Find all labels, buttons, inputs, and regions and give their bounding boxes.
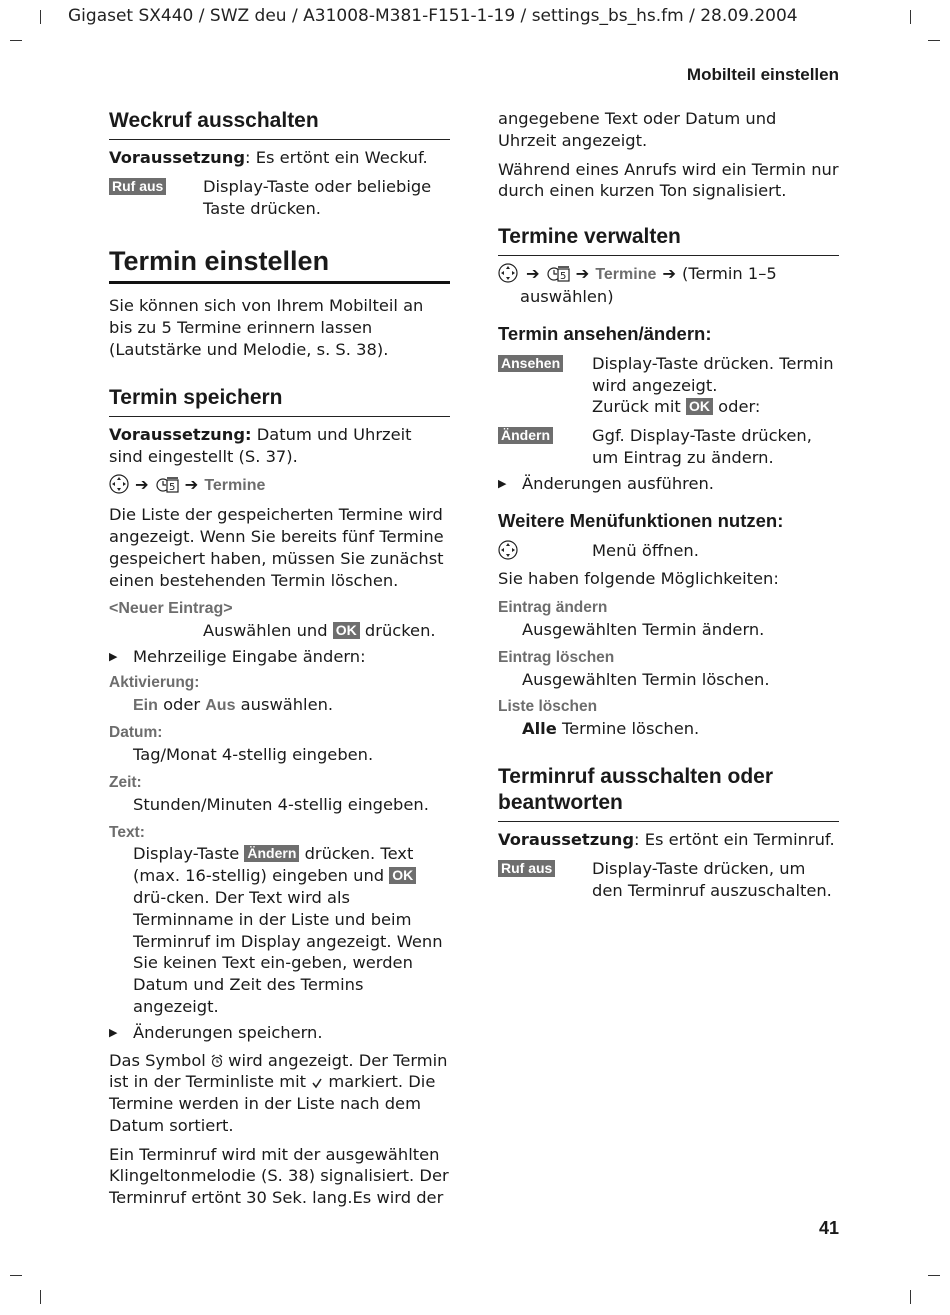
crop-mark xyxy=(40,10,41,24)
bullet-triangle-icon: ▶ xyxy=(109,649,118,663)
aendern-key: Ändern xyxy=(498,427,553,444)
datum-label: Datum: xyxy=(109,724,163,742)
aktivierung-desc xyxy=(109,694,450,717)
condition-label: Voraussetzung: xyxy=(109,424,252,444)
bullet-edit xyxy=(109,646,450,668)
terminruf-text: Ein Terminruf wird mit der ausgewählten Klingeltonmelodie (S. 38) signalisiert. Der Terminruf ertönt 30 Sek. lang.Es wird der xyxy=(109,1144,449,1208)
ansehen-description: Display-Taste drücken. Termin wird angezeigt. xyxy=(592,353,834,395)
path-post: (Termin 1–5 auswählen) xyxy=(520,264,777,306)
zurueck-text xyxy=(592,396,839,418)
bullet-triangle-icon: ▶ xyxy=(109,1025,118,1039)
option-desc-text: Termine löschen. xyxy=(556,719,700,739)
bullet-ausfuehren xyxy=(498,473,839,495)
text-desc xyxy=(109,843,450,1017)
ruf-aus-description: Display-Taste oder beliebige Taste drücken. xyxy=(203,176,432,218)
aendern-key-row xyxy=(498,425,839,469)
symbol-post: markiert. Die Termine werden in der Liste nach dem Datum sortiert. xyxy=(109,1072,436,1135)
speichern-condition xyxy=(109,424,450,468)
menu-item-termine: Termine xyxy=(595,266,657,284)
datum-desc: Tag/Monat 4-stellig eingeben. xyxy=(133,745,374,765)
option-ein: Ein xyxy=(133,696,158,714)
bullet-save xyxy=(109,1022,450,1044)
zeit-desc: Stunden/Minuten 4-stellig eingeben. xyxy=(133,794,429,814)
option-bold: Alle xyxy=(522,719,557,739)
ok-key: OK xyxy=(686,398,713,415)
navigation-key-icon xyxy=(498,540,518,560)
subsection-title-weitere: Weitere Menüfunktionen nutzen: xyxy=(498,509,784,531)
crop-mark xyxy=(10,40,22,41)
zurueck-pre: Zurück mit xyxy=(592,397,686,417)
page-number: 41 xyxy=(818,1218,839,1238)
arrow-icon: ➔ xyxy=(184,475,199,495)
aktivierung-label: Aktivierung: xyxy=(109,673,200,691)
symbol-text xyxy=(109,1050,450,1137)
subsection-title-ansehen: Termin ansehen/ändern: xyxy=(498,322,712,344)
menu-open-row xyxy=(498,540,839,562)
zeit-label: Zeit: xyxy=(109,773,142,791)
crop-mark xyxy=(910,10,911,24)
ruf-aus-key: Ruf aus xyxy=(498,860,555,877)
alarm-clock-icon xyxy=(211,1054,223,1068)
svg-text:5: 5 xyxy=(168,482,176,494)
section-title-terminruf: Terminruf ausschalten oder beantworten xyxy=(498,764,839,822)
left-column xyxy=(109,108,450,1209)
menu-path xyxy=(109,474,450,497)
crop-mark xyxy=(928,40,940,41)
condition-text: : Es ertönt ein Terminruf. xyxy=(634,829,835,849)
neuer-eintrag-desc xyxy=(109,620,450,642)
weckruf-key-row xyxy=(109,176,450,220)
ok-key: OK xyxy=(389,867,416,884)
arrow-icon: ➔ xyxy=(662,264,677,284)
terminruf-condition xyxy=(498,829,839,851)
neuer-post: drücken. xyxy=(359,621,436,641)
organizer-icon xyxy=(155,475,179,493)
terminruf-key-row xyxy=(498,858,839,902)
aktivierung-mid: oder xyxy=(157,694,206,714)
svg-text:5: 5 xyxy=(559,271,567,283)
neuer-pre: Auswählen und xyxy=(203,621,333,641)
aktivierung-post: auswählen. xyxy=(235,694,334,714)
crop-mark xyxy=(40,1290,41,1304)
symbol-mid: wird angezeigt. Der Termin ist in der Terminliste mit xyxy=(109,1050,448,1092)
crop-mark xyxy=(928,1275,940,1276)
ansehen-key-row xyxy=(498,353,839,418)
condition-text: Datum und Uhrzeit sind eingestellt (S. 37). xyxy=(109,424,412,466)
continued-text: angegebene Text oder Datum und Uhrzeit angezeigt. xyxy=(498,109,777,150)
zurueck-post: oder: xyxy=(712,397,761,417)
section-title-termin-speichern: Termin speichern xyxy=(109,385,450,417)
crop-mark xyxy=(910,1290,911,1304)
text-label: Text: xyxy=(109,823,145,841)
termin-intro: Sie können sich von Ihrem Mobilteil an bis zu 5 Termine erinnern lassen (Lautstärke und Melodie, s. S. 38). xyxy=(109,296,424,359)
arrow-icon: ➔ xyxy=(575,264,590,284)
condition-text: : Es ertönt ein Weckuf. xyxy=(245,148,428,167)
option-label: Liste löschen xyxy=(498,698,598,716)
navigation-key-icon xyxy=(109,474,129,494)
text-post: drü-cken. Der Text wird als Terminname in der Liste und beim Terminruf im Display angezeigt. Wenn Sie keinen Text ein-geben, werden Datum und Zeit des Termins angezeigt. xyxy=(133,887,443,1016)
section-title-termin-einstellen: Termin einstellen xyxy=(109,244,450,284)
arrow-icon: ➔ xyxy=(526,264,540,284)
document-header: Gigaset SX440 / SWZ deu / A31008-M381-F151-1-19 / settings_bs_hs.fm / 28.09.2004 xyxy=(68,6,798,26)
ruf-aus-description: Display-Taste drücken, um den Terminruf auszuschalten. xyxy=(592,858,832,900)
crop-mark xyxy=(10,1275,22,1276)
list-text: Die Liste der gespeicherten Termine wird angezeigt. Wenn Sie bereits fünf Termine gespeichert haben, müssen Sie zunächst einen bestehenden Termin löschen. xyxy=(109,505,444,590)
bullet-triangle-icon: ▶ xyxy=(498,476,507,490)
text-mid: drücken. Text (max. 16-stellig) eingeben und xyxy=(133,844,414,886)
option-label: Eintrag ändern xyxy=(498,599,608,617)
text-pre: Display-Taste xyxy=(133,844,245,864)
option-desc: Ausgewählten Termin löschen. xyxy=(522,669,770,689)
running-head: Mobilteil einstellen xyxy=(686,65,839,84)
during-call-text: Während eines Anrufs wird ein Termin nur durch einen kurzen Ton signalisiert. xyxy=(498,159,839,201)
ruf-aus-key: Ruf aus xyxy=(109,178,166,195)
weckruf-condition xyxy=(109,147,450,169)
right-column xyxy=(498,108,839,901)
menu-open-text: Menü öffnen. xyxy=(592,540,699,560)
bullet-text: Änderungen speichern. xyxy=(133,1022,323,1042)
aendern-key: Ändern xyxy=(244,845,299,862)
section-title-weckruf: Weckruf ausschalten xyxy=(109,108,450,140)
navigation-key-icon xyxy=(498,263,518,283)
option-aus: Aus xyxy=(205,696,236,714)
aendern-description: Ggf. Display-Taste drücken, um Eintrag zu ändern. xyxy=(592,426,812,467)
arrow-icon: ➔ xyxy=(135,475,149,495)
ok-key: OK xyxy=(333,622,360,639)
bullet-text: Änderungen ausführen. xyxy=(522,473,714,493)
bullet-text: Mehrzeilige Eingabe ändern: xyxy=(133,646,366,666)
menu-path xyxy=(498,263,839,308)
option-desc: Ausgewählten Termin ändern. xyxy=(522,619,765,639)
symbol-pre: Das Symbol xyxy=(109,1050,211,1070)
checkmark-icon xyxy=(311,1075,323,1089)
ansehen-key: Ansehen xyxy=(498,355,563,372)
condition-label: Voraussetzung xyxy=(109,148,246,167)
condition-label: Voraussetzung xyxy=(498,829,635,849)
option-label: Eintrag löschen xyxy=(498,648,615,666)
option-desc xyxy=(498,718,839,740)
neuer-eintrag-label: <Neuer Eintrag> xyxy=(109,600,233,618)
organizer-icon xyxy=(546,264,570,282)
options-intro: Sie haben folgende Möglichkeiten: xyxy=(498,569,779,589)
menu-item-termine: Termine xyxy=(204,477,266,495)
section-title-termine-verwalten: Termine verwalten xyxy=(498,224,839,256)
